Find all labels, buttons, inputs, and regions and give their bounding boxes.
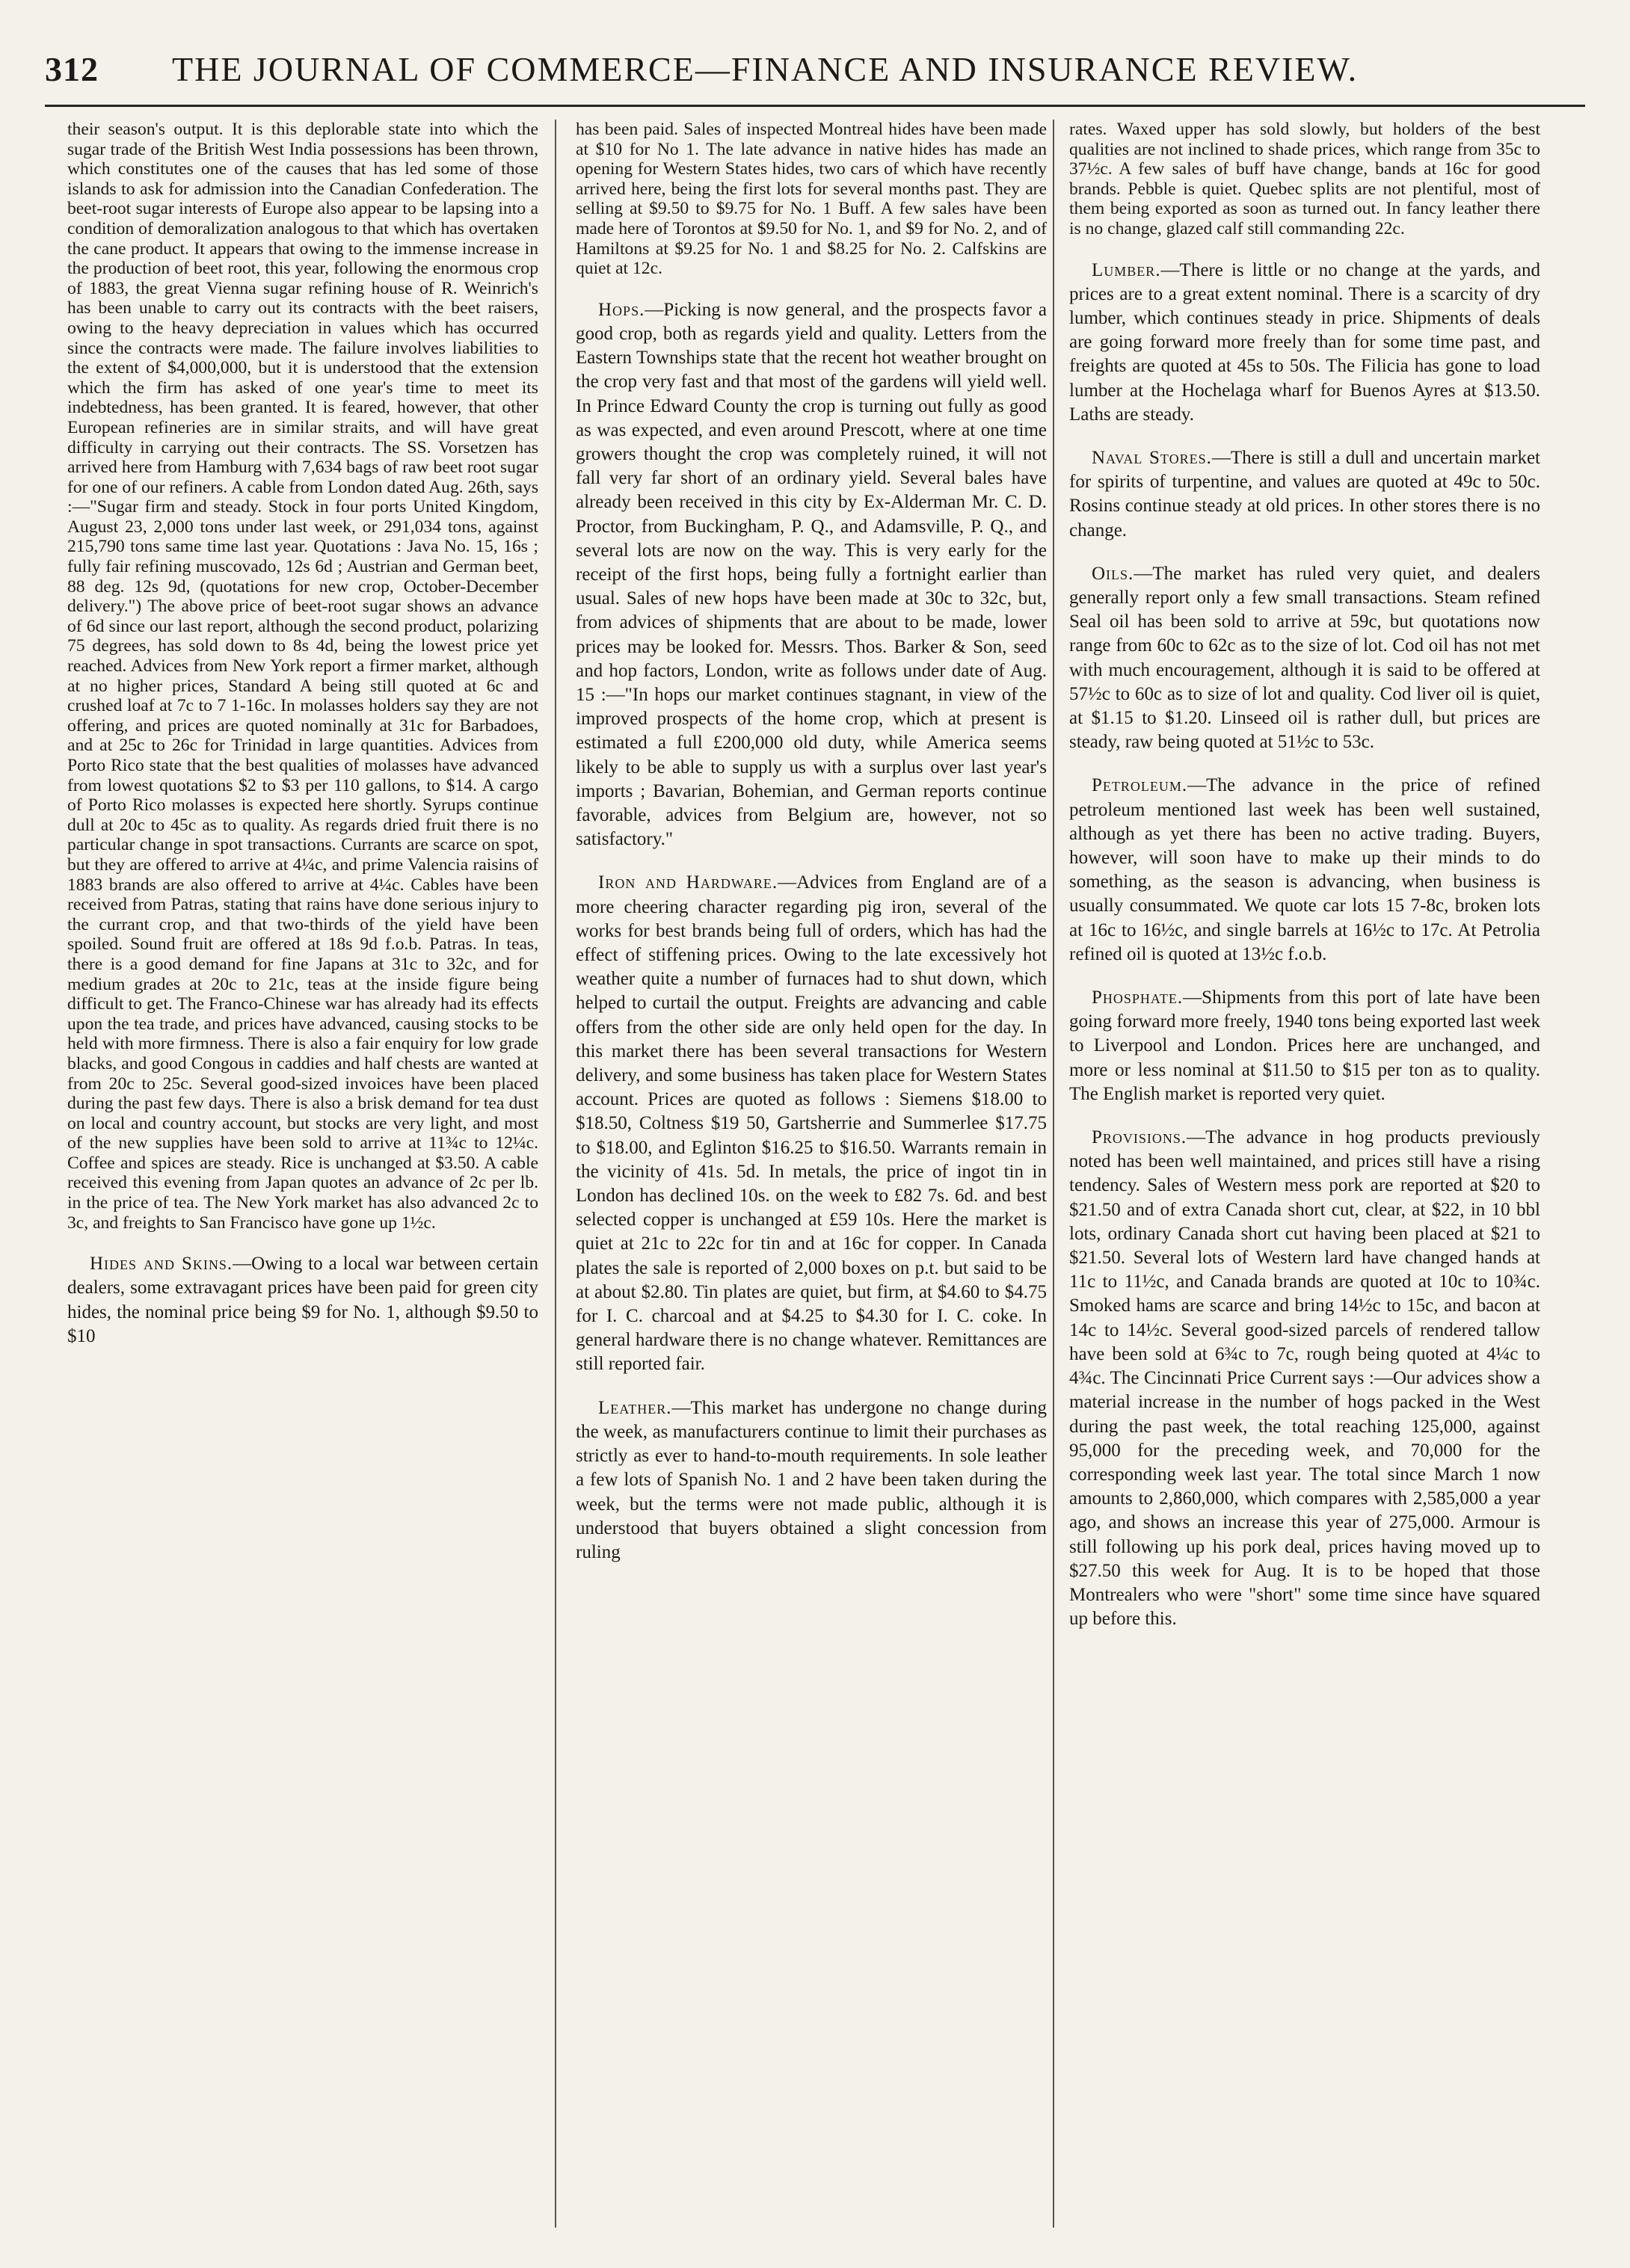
- lumber-section: [1069, 259, 1540, 427]
- section-heading-naval-stores: Naval Stores.: [1092, 447, 1212, 468]
- iron-and-hardware-section: [576, 871, 1047, 1376]
- section-heading-leather: Leather.: [598, 1397, 672, 1418]
- column-divider: [1053, 120, 1054, 2228]
- sugar-article-continuation: their season's output. It is this deplorable state into which the sugar trade of the British West India possessions has been thrown, which constitutes one of the causes that has led some of those islands to ask for admission into the Canadian Confederation. The beet-root sugar interests of Europe also appear to be lapsing into a condition of demoralization analogous to that which has overtaken the cane product. It appears that owing to the immense increase in the production of beet root, this year, following the enormous crop of 1883, the great Vienna sugar refining house of R. Weinrich's has been unable to carry out its contracts with the beet raisers, owing to the heavy depreciation in values which has occurred since the contracts were made. The failure involves liabilities to the extent of $4,000,000, but it is understood that the extension which the firm has asked of one year's time to meet its indebtedness, has been granted. It is feared, however, that other European refineries are in similar straits, and will have great difficulty in carrying out their contracts. The SS. Vorsetzen has arrived here from Hamburg with 7,634 bags of raw beet root sugar for one of our refiners. A cable from London dated Aug. 26th, says :—"Sugar firm and steady. Stock in four ports United Kingdom, August 23, 2,000 tons under last week, or 291,034 tons, against 215,790 tons same time last year. Quotations : Java No. 15, 16s ; fully fair refining muscovado, 12s 6d ; Austrian and German beet, 88 deg. 12s 9d, (quotations for new crop, October-December delivery.") The above price of beet-root sugar shows an advance of 6d since our last report, although the second product, polarizing 75 degrees, has sold down to 8s 4d, being the lowest price yet reached. Advices from New York report a firmer market, although at no higher prices, Standard A being still quoted at 6c and crushed loaf at 7c to 7 1-16c. In molasses holders say they are not offering, and prices are quoted nominally at 31c for Barbadoes, and at 25c to 26c for Trinidad in large quantities. Advices from Porto Rico state that the best qualities of molasses have advanced from lowest quotations $2 to $3 per 110 gallons, to $14. A cargo of Porto Rico molasses is expected here shortly. Syrups continue dull at 20c to 45c as to quality. As regards dried fruit there is no particular change in spot transactions. Currants are scarce on spot, but they are offered to arrive at 4¼c, and prime Valencia raisins of 1883 brands are also offered to arrive at 4¼c. Cables have been received from Patras, stating that rains have done serious injury to the currant crop, and that two-thirds of the yield have been spoiled. Sound fruit are offered at 18s 9d f.o.b. Patras. In teas, there is a good demand for fine Japans at 31c to 32c, and for medium grades at 20c to 21c, teas at the inside figure being difficult to get. The Franco-Chinese war has already had its effects upon the tea trade, and prices have advanced, causing stocks to be held with more firmness. There is also a fair enquiry for low grade blacks, and good Congous in caddies and half chests are wanted at from 20c to 25c. Several good-sized invoices have been placed during the past few days. There is also a brisk demand for tea dust on local and country account, but stocks are very light, and most of the new supplies have been sold to arrive at 11¾c to 12¼c. Coffee and spices are steady. Rice is unchanged at $3.50. A cable received this evening from Japan quotes an advance of 2c per lb. in the price of tea. The New York market has also advanced 2c to 3c, and freights to San Francisco have gone up 1½c.: [67, 120, 538, 1233]
- naval-stores-section: [1069, 446, 1540, 543]
- column-divider: [555, 120, 556, 2228]
- hops-body: —Picking is now general, and the prospects favor a good crop, both as regards yield and quality. Letters from the Eastern Townships state that the recent hot weather brought on the crop very fast and that most of the gardens will yield well. In Prince Edward County the crop is turning out fully as good as was expected, and even around Prescott, where at one time growers thought the crop was completely ruined, it will not fall very far short of an ordinary yield. Several bales have already been received in this city by Ex-Alderman Mr. C. D. Proctor, from Buckingham, P. Q., and Adamsville, P. Q., and several lots are now on the way. This is very early for the receipt of the first hops, being fully a fortnight earlier than usual. Sales of new hops have been made at 30c to 32c, but, from advices of shipments that are about to be made, lower prices may be looked for. Messrs. Thos. Barker & Son, seed and hop factors, London, write as follows under date of Aug. 15 :—"In hops our market continues stagnant, in view of the improved prospects of the home crop, which at present is estimated a full £200,000 old duty, while America seems likely to be able to supply us with a surplus over last year's imports ; Bavarian, Bohemian, and German reports continue favorable, advices from Belgium are, however, not so satisfactory.": [576, 299, 1047, 850]
- hides-article-continuation: has been paid. Sales of inspected Montreal hides have been made at $10 for No 1. The late advance in native hides has made an opening for Western States hides, two cars of which have recently arrived here, being the first lots for several months past. They are selling at $9.50 to $9.75 for No. 1 Buff. A few sales have been made here of Torontos at $9.50 for No. 1, and $9 for No. 2, and of Hamiltons at $9.25 for No. 1 and $8.25 for No. 2. Calfskins are quiet at 12c.: [576, 120, 1047, 279]
- petroleum-body: —The advance in the price of refined petroleum mentioned last week has been well sustained, although as yet there has been no active trading. Buyers, however, will soon have to make up their minds to do something, as the season is advancing, when business is usually consummated. We quote car lots 15 7-8c, broken lots at 16c to 16½c, and single barrels at 16½c to 17c. At Petrolia refined oil is quoted at 13½c f.o.b.: [1069, 775, 1540, 964]
- page-header: [45, 45, 1585, 107]
- lumber-body: —There is little or no change at the yards, and prices are to a great extent nominal. There is a scarcity of dry lumber, which continues steady in price. Shipments of deals are going forward more freely than for some time past, and freights are quoted at 45s to 50s. The Filicia has gone to load lumber at the Hochelaga wharf for Buenos Ayres at $13.50. Laths are steady.: [1069, 259, 1540, 425]
- section-heading-oils: Oils.: [1092, 563, 1134, 584]
- section-heading-phosphate: Phosphate.: [1092, 987, 1184, 1008]
- phosphate-body: —Shipments from this port of late have been going forward more freely, 1940 tons being exported last week to Liverpool and London. Prices here are unchanged, and more or less nominal at $11.50 to $15 per ton as to quality. The English market is reported very quiet.: [1069, 987, 1540, 1104]
- leather-section: [576, 1396, 1047, 1565]
- section-heading-hides-and-skins: Hides and Skins.: [90, 1254, 233, 1275]
- phosphate-section: [1069, 986, 1540, 1106]
- leather-article-continuation: rates. Waxed upper has sold slowly, but holders of the best qualities are not inclined to shade prices, which range from 35c to 37½c. A few sales of buff have change, bands at 16c for good brands. Pebble is quiet. Quebec splits are not plentiful, most of them being exported as soon as turned out. In fancy leather there is no change, glazed calf still commanding 22c.: [1069, 120, 1540, 238]
- hides-and-skins-body: —Owing to a local war between certain dealers, some extravagant prices have been paid for green city hides, the nominal price being $9 for No. 1, although $9.50 to $10: [67, 1254, 538, 1346]
- section-heading-hops: Hops.: [598, 299, 645, 320]
- oils-section: [1069, 562, 1540, 755]
- column-1: [67, 120, 538, 2258]
- page-number: 312: [45, 50, 99, 88]
- section-heading-iron-and-hardware: Iron and Hardware.: [598, 872, 778, 893]
- naval-stores-body: —There is still a dull and uncertain market for spirits of turpentine, and values are quoted at 49c to 50c. Rosins continue steady at old prices. In other stores there is no change.: [1069, 447, 1540, 540]
- oils-body: —The market has ruled very quiet, and dealers generally report only a few small transactions. Steam refined Seal oil has been sold to arrive at 59c, but quotations now range from 60c to 62c as to the size of lot. Cod oil has not met with much encouragement, although it is said to be offered at 57½c to 60c as to size of lot and quality. Cod liver oil is quiet, at $1.15 to $1.20. Linseed oil is rather dull, but prices are steady, raw being quoted at 51½c to 53c.: [1069, 563, 1540, 753]
- provisions-section: [1069, 1126, 1540, 1631]
- section-heading-provisions: Provisions.: [1092, 1127, 1187, 1148]
- hops-section: [576, 298, 1047, 852]
- section-heading-petroleum: Petroleum.: [1092, 775, 1188, 796]
- iron-and-hardware-body: —Advices from England are of a more cheering character regarding pig iron, several of the works for best brands being full of orders, which has had the effect of stiffening prices. Owing to the late excessively hot weather quite a number of furnaces had to shut down, which helped to curtail the output. Freights are advancing and cable offers from the other side are only held open for the day. In this market there has been several transactions for Western delivery, and some business has taken place for Western States account. Prices are quoted as follows : Siemens $18.00 to $18.50, Coltness $19 50, Gartsherrie and Summerlee $17.75 to $18.00, and Eglinton $16.25 to $16.50. Warrants remain in the vicinity of 41s. 5d. In metals, the price of ingot tin in London has declined 10s. on the week to £82 7s. 6d. and best selected copper is unchanged at £59 10s. Here the market is quiet at 21c to 22c for tin and at 16c for copper. In Canada plates the sale is reported of 2,000 boxes on p.t. but said to be at about $2.80. Tin plates are quiet, but firm, at $4.60 to $4.75 for I. C. charcoal and at $4.25 to $4.30 for I. C. coke. In general hardware there is no change whatever. Remittances are still reported fair.: [576, 872, 1047, 1375]
- hides-and-skins-section: [67, 1252, 538, 1349]
- column-2: [576, 120, 1047, 2258]
- journal-title: THE JOURNAL OF COMMERCE—FINANCE AND INSURANCE REVIEW.: [172, 50, 1359, 88]
- petroleum-section: [1069, 774, 1540, 967]
- leather-body: —This market has undergone no change during the week, as manufacturers continue to limit their purchases as strictly as ever to hand-to-mouth requirements. In sole leather a few lots of Spanish No. 1 and 2 have been taken during the week, but the terms were not made public, although it is understood that buyers obtained a slight concession from ruling: [576, 1397, 1047, 1562]
- column-3: [1069, 120, 1540, 2258]
- provisions-body: —The advance in hog products previously noted has been well maintained, and prices still have a rising tendency. Sales of Western mess pork are reported at $20 to $21.50 and of extra Canada short cut, clear, at $22, in 10 bbl lots, ordinary Canada short cut having been placed at $21 to $21.50. Several lots of Western lard have changed hands at 11c to 11½c, and Canada brands are quoted at 10c to 10¾c. Smoked hams are scarce and bring 14½c to 15c, and bacon at 14c to 14½c. Several good-sized parcels of rendered tallow have been sold at 6¾c to 7c, rough being quoted at 4¼c to 4¾c. The Cincinnati Price Current says :—Our advices show a material increase in the number of hogs packed in the West during the past week, the total reaching 125,000, against 95,000 for the preceding week, and 70,000 for the corresponding week last year. The total since March 1 now amounts to 2,860,000, which compares with 2,585,000 a year ago, and shows an increase this year of 275,000. Armour is still following up his pork deal, prices having moved up to $27.50 this week for Aug. It is to be hoped that those Montrealers who were "short" some time since have squared up before this.: [1069, 1127, 1540, 1630]
- section-heading-lumber: Lumber.: [1092, 259, 1161, 280]
